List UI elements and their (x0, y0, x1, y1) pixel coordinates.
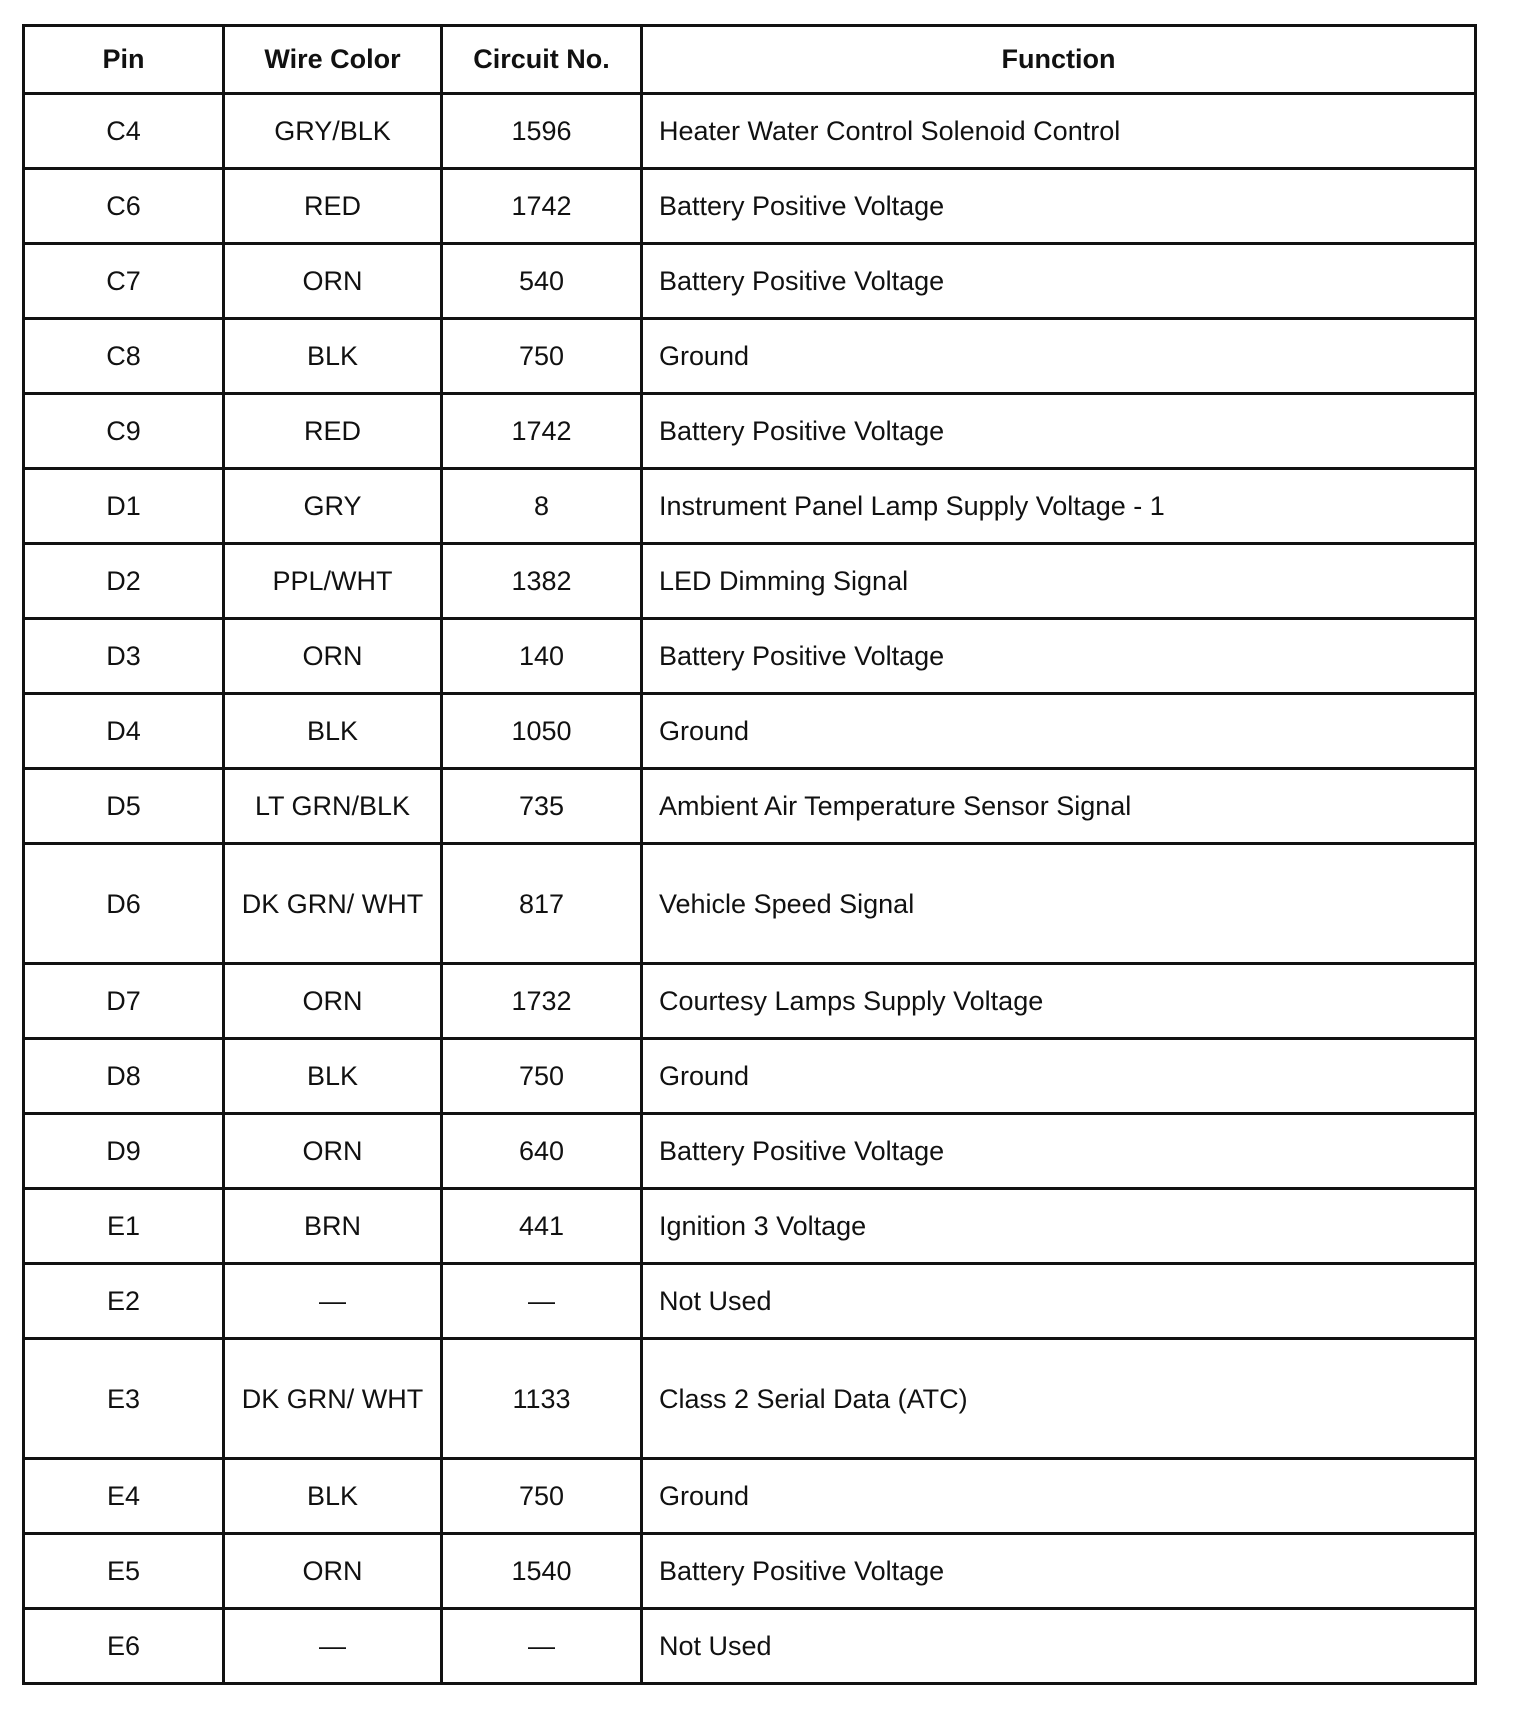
circuit-no-cell: 1050 (442, 694, 642, 769)
pin-cell: E5 (24, 1534, 224, 1609)
circuit-no-cell: 1133 (442, 1339, 642, 1459)
wire-color-cell: ORN (224, 244, 442, 319)
pin-cell: E3 (24, 1339, 224, 1459)
pin-cell: E4 (24, 1459, 224, 1534)
function-cell: Vehicle Speed Signal (642, 844, 1476, 964)
function-cell: Battery Positive Voltage (642, 244, 1476, 319)
wire-color-cell: BLK (224, 1459, 442, 1534)
header-wire-color: Wire Color (224, 26, 442, 94)
pin-cell: D9 (24, 1114, 224, 1189)
circuit-no-cell: 1742 (442, 394, 642, 469)
wire-color-cell: PPL/WHT (224, 544, 442, 619)
circuit-no-cell: — (442, 1264, 642, 1339)
circuit-no-cell: 540 (442, 244, 642, 319)
pin-cell: D4 (24, 694, 224, 769)
function-cell: Battery Positive Voltage (642, 1114, 1476, 1189)
circuit-no-cell: 735 (442, 769, 642, 844)
table-row (24, 964, 1476, 1039)
wire-color-cell: — (224, 1264, 442, 1339)
function-cell: Battery Positive Voltage (642, 169, 1476, 244)
function-cell: Battery Positive Voltage (642, 394, 1476, 469)
header-row (24, 26, 1476, 94)
wire-color-cell: BLK (224, 694, 442, 769)
table-row (24, 169, 1476, 244)
table-row (24, 1459, 1476, 1534)
wire-color-cell: RED (224, 169, 442, 244)
table-row (24, 544, 1476, 619)
pin-cell: D5 (24, 769, 224, 844)
table-row (24, 694, 1476, 769)
pin-cell: D6 (24, 844, 224, 964)
circuit-no-cell: 750 (442, 1039, 642, 1114)
header-circuit-no: Circuit No. (442, 26, 642, 94)
function-cell: Battery Positive Voltage (642, 1534, 1476, 1609)
function-cell: Courtesy Lamps Supply Voltage (642, 964, 1476, 1039)
circuit-no-cell: 750 (442, 1459, 642, 1534)
function-cell: Ambient Air Temperature Sensor Signal (642, 769, 1476, 844)
circuit-no-cell: — (442, 1609, 642, 1684)
connector-pinout-table (22, 24, 1477, 1685)
function-cell: Ground (642, 694, 1476, 769)
table-row (24, 94, 1476, 169)
wire-color-cell: BLK (224, 319, 442, 394)
circuit-no-cell: 441 (442, 1189, 642, 1264)
wire-color-cell: DK GRN/ WHT (224, 844, 442, 964)
circuit-no-cell: 1596 (442, 94, 642, 169)
wire-color-cell: ORN (224, 619, 442, 694)
table-row (24, 1264, 1476, 1339)
header-function: Function (642, 26, 1476, 94)
table-row (24, 1039, 1476, 1114)
function-cell: LED Dimming Signal (642, 544, 1476, 619)
wire-color-cell: — (224, 1609, 442, 1684)
function-cell: Class 2 Serial Data (ATC) (642, 1339, 1476, 1459)
table-row (24, 1609, 1476, 1684)
wire-color-cell: ORN (224, 964, 442, 1039)
table-row (24, 1189, 1476, 1264)
pin-cell: C7 (24, 244, 224, 319)
function-cell: Instrument Panel Lamp Supply Voltage - 1 (642, 469, 1476, 544)
table-row (24, 469, 1476, 544)
pin-cell: D3 (24, 619, 224, 694)
table-row (24, 1114, 1476, 1189)
pin-cell: E2 (24, 1264, 224, 1339)
wire-color-cell: GRY/BLK (224, 94, 442, 169)
wire-color-cell: ORN (224, 1534, 442, 1609)
function-cell: Heater Water Control Solenoid Control (642, 94, 1476, 169)
table-row (24, 844, 1476, 964)
function-cell: Not Used (642, 1609, 1476, 1684)
pin-cell: C8 (24, 319, 224, 394)
circuit-no-cell: 640 (442, 1114, 642, 1189)
header-pin: Pin (24, 26, 224, 94)
wire-color-cell: ORN (224, 1114, 442, 1189)
circuit-no-cell: 750 (442, 319, 642, 394)
table-row (24, 1534, 1476, 1609)
function-cell: Ignition 3 Voltage (642, 1189, 1476, 1264)
wire-color-cell: DK GRN/ WHT (224, 1339, 442, 1459)
function-cell: Ground (642, 319, 1476, 394)
function-cell: Battery Positive Voltage (642, 619, 1476, 694)
function-cell: Ground (642, 1459, 1476, 1534)
circuit-no-cell: 8 (442, 469, 642, 544)
pin-cell: E1 (24, 1189, 224, 1264)
pin-cell: D1 (24, 469, 224, 544)
pin-cell: C4 (24, 94, 224, 169)
table-row (24, 619, 1476, 694)
circuit-no-cell: 1742 (442, 169, 642, 244)
pin-cell: E6 (24, 1609, 224, 1684)
table-row (24, 244, 1476, 319)
table-row (24, 394, 1476, 469)
circuit-no-cell: 1382 (442, 544, 642, 619)
pin-cell: D7 (24, 964, 224, 1039)
circuit-no-cell: 140 (442, 619, 642, 694)
circuit-no-cell: 1540 (442, 1534, 642, 1609)
function-cell: Not Used (642, 1264, 1476, 1339)
table-row (24, 319, 1476, 394)
pin-cell: D8 (24, 1039, 224, 1114)
pin-cell: C6 (24, 169, 224, 244)
circuit-no-cell: 817 (442, 844, 642, 964)
function-cell: Ground (642, 1039, 1476, 1114)
pin-cell: D2 (24, 544, 224, 619)
wire-color-cell: LT GRN/BLK (224, 769, 442, 844)
wire-color-cell: BRN (224, 1189, 442, 1264)
wire-color-cell: RED (224, 394, 442, 469)
table-row (24, 1339, 1476, 1459)
wire-color-cell: BLK (224, 1039, 442, 1114)
pin-cell: C9 (24, 394, 224, 469)
circuit-no-cell: 1732 (442, 964, 642, 1039)
wire-color-cell: GRY (224, 469, 442, 544)
table-row (24, 769, 1476, 844)
